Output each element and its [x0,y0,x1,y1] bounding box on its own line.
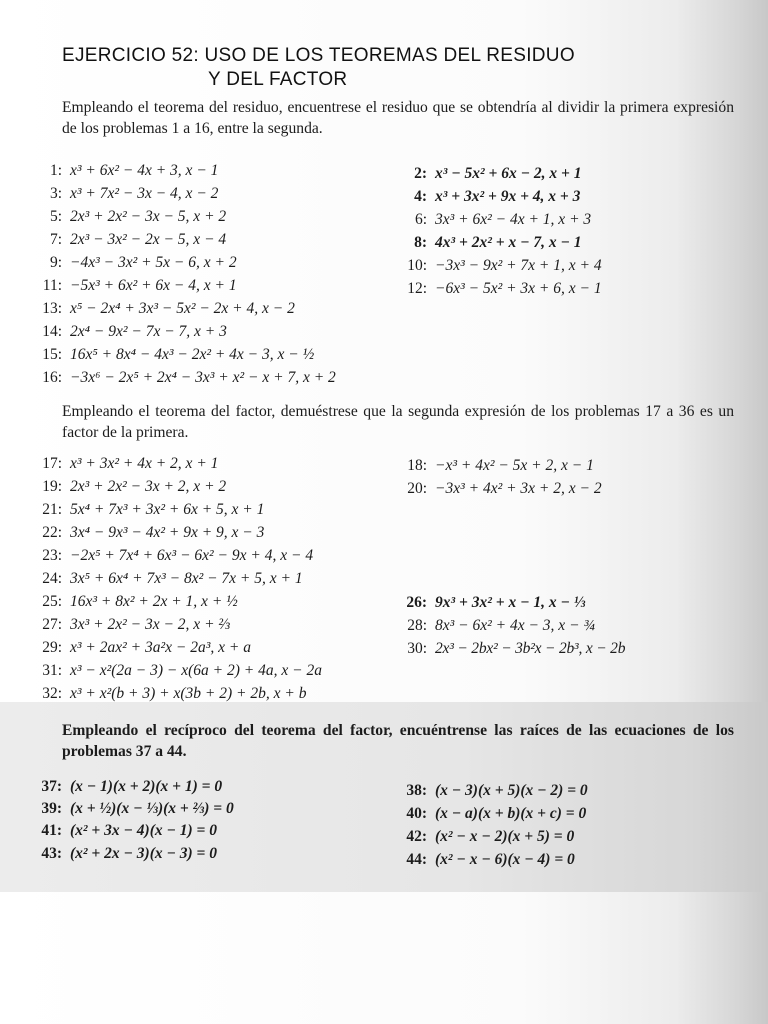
problem-number: 15: [42,346,62,363]
problem-2 [395,163,582,185]
problem-expression: (x − 3)(x + 5)(x − 2) = 0 [435,782,588,799]
problem-expression: −3x³ + 4x² + 3x + 2, x − 2 [435,480,602,497]
problem-number: 24: [42,570,62,587]
problem-number: 6: [414,211,427,228]
exercise-title [62,44,742,92]
problem-expression: 2x³ + 2x² − 3x + 2, x + 2 [70,478,227,495]
problem-number: 22: [42,524,62,541]
problem-expression: −x³ + 4x² − 5x + 2, x − 1 [435,457,594,474]
instruction-factor-theorem: Empleando el teorema del factor, demuéstrese que la segunda expresión de los problemas 17 a 36 es un factor de la primera. [62,403,734,441]
problem-24 [30,568,303,590]
problem-3 [30,183,218,205]
problem-5 [30,206,226,228]
problem-expression: −3x⁶ − 2x⁵ + 2x⁴ − 3x³ + x² − x + 7, x + 2 [70,369,336,386]
instruction-factor-theorem-converse: Empleando el recíproco del teorema del factor, encuéntrense las raíces de las ecuaciones de los problemas 37 a 44. [62,722,734,760]
problem-expression: (x² − x − 2)(x + 5) = 0 [435,828,575,845]
problem-expression: 5x⁴ + 7x³ + 3x² + 6x + 5, x + 1 [70,501,265,518]
problem-expression: 2x⁴ − 9x² − 7x − 7, x + 3 [70,323,227,340]
problem-number: 9: [49,254,62,271]
problem-expression: 16x⁵ + 8x⁴ − 4x³ − 2x² + 4x − 3, x − ½ [70,346,315,363]
problem-expression: 3x³ + 2x² − 3x − 2, x + ⅔ [70,616,231,633]
problem-expression: 3x³ + 6x² − 4x + 1, x + 3 [435,211,592,228]
exercise-title-line-1: EJERCICIO 52: USO DE LOS TEOREMAS DEL RESIDUO [62,45,575,66]
problem-18 [395,455,594,477]
problem-12 [395,278,602,300]
problem-19 [30,476,226,498]
problem-number: 21: [42,501,62,518]
problem-expression: 3x⁴ − 9x³ − 4x² + 9x + 9, x − 3 [70,524,265,541]
problem-8 [395,232,582,254]
problem-28 [395,615,595,637]
problem-number: 43: [41,845,62,862]
problem-number: 38: [406,782,427,799]
problem-expression: (x − a)(x + b)(x + c) = 0 [435,805,587,822]
problem-expression: (x² + 3x − 4)(x − 1) = 0 [70,822,217,839]
problem-41 [30,820,217,842]
problem-32 [30,683,306,705]
problem-21 [30,499,264,521]
problem-number: 37: [41,778,62,795]
instruction-remainder-theorem: Empleando el teorema del residuo, encuentrese el residuo que se obtendría al dividir la primera expresión de los problemas 1 a 16, entre la segunda. [62,99,734,137]
problem-number: 1: [49,162,62,179]
problem-number: 17: [42,455,62,472]
problem-4 [395,186,580,208]
problem-expression: (x² + 2x − 3)(x − 3) = 0 [70,845,217,862]
problem-38 [395,780,588,802]
problem-expression: 3x⁵ + 6x⁴ + 7x³ − 8x² − 7x + 5, x + 1 [70,570,303,587]
problem-number: 11: [42,277,62,294]
problem-14 [30,321,227,343]
problem-expression: x³ + 3x² + 9x + 4, x + 3 [435,188,581,205]
problem-number: 18: [407,457,427,474]
problem-expression: (x + ½)(x − ⅓)(x + ⅔) = 0 [70,800,234,817]
problem-number: 5: [49,208,62,225]
problem-16 [30,367,336,389]
problem-number: 12: [407,280,427,297]
problem-number: 2: [414,165,427,182]
problem-number: 23: [42,547,62,564]
problem-expression: (x − 1)(x + 2)(x + 1) = 0 [70,778,223,795]
problem-number: 14: [42,323,62,340]
problem-number: 25: [42,593,62,610]
problem-9 [30,252,237,274]
problem-37 [30,776,222,798]
problem-expression: x³ + 3x² + 4x + 2, x + 1 [70,455,219,472]
problem-expression: x³ + 6x² − 4x + 3, x − 1 [70,162,219,179]
problem-31 [30,660,322,682]
problem-number: 32: [42,685,62,702]
problem-number: 41: [41,822,62,839]
problem-number: 29: [42,639,62,656]
exercise-title-line-2: Y DEL FACTOR [208,69,348,90]
problem-expression: 16x³ + 8x² + 2x + 1, x + ½ [70,593,238,610]
problem-number: 13: [42,300,62,317]
problem-number: 16: [42,369,62,386]
problem-39 [30,798,234,820]
problem-40 [395,803,586,825]
problem-expression: 2x³ − 3x² − 2x − 5, x − 4 [70,231,227,248]
problem-25 [30,591,238,613]
problem-number: 39: [41,800,62,817]
problem-17 [30,453,218,475]
problem-30 [395,638,625,660]
problem-number: 28: [407,617,427,634]
problem-23 [30,545,313,567]
problem-number: 4: [414,188,427,205]
problem-number: 20: [407,480,427,497]
problem-expression: x³ + 7x² − 3x − 4, x − 2 [70,185,219,202]
problem-44 [395,849,575,871]
problem-expression: x³ − x²(2a − 3) − x(6a + 2) + 4a, x − 2a [70,662,322,679]
problem-expression: −6x³ − 5x² + 3x + 6, x − 1 [435,280,602,297]
problem-number: 3: [49,185,62,202]
problem-number: 27: [42,616,62,633]
problem-expression: 9x³ + 3x² + x − 1, x − ⅓ [435,594,586,611]
problem-42 [395,826,574,848]
problem-1 [30,160,218,182]
problem-expression: −5x³ + 6x² + 6x − 4, x + 1 [70,277,237,294]
problem-26 [395,592,585,614]
problem-number: 42: [406,828,427,845]
problem-expression: −4x³ − 3x² + 5x − 6, x + 2 [70,254,237,271]
problem-27 [30,614,230,636]
problem-expression: (x² − x − 6)(x − 4) = 0 [435,851,575,868]
problem-number: 40: [406,805,427,822]
problem-expression: −3x³ − 9x² + 7x + 1, x + 4 [435,257,602,274]
problem-expression: x⁵ − 2x⁴ + 3x³ − 5x² − 2x + 4, x − 2 [70,300,295,317]
problem-expression: 2x³ + 2x² − 3x − 5, x + 2 [70,208,227,225]
problem-11 [30,275,237,297]
problem-number: 30: [407,640,427,657]
problem-expression: 8x³ − 6x² + 4x − 3, x − ¾ [435,617,596,634]
problem-expression: x³ + x²(b + 3) + x(3b + 2) + 2b, x + b [70,685,307,702]
problem-expression: −2x⁵ + 7x⁴ + 6x³ − 6x² − 9x + 4, x − 4 [70,547,314,564]
problem-number: 10: [407,257,427,274]
problem-number: 44: [406,851,427,868]
problem-20 [395,478,602,500]
problem-15 [30,344,314,366]
problem-number: 31: [42,662,62,679]
problem-43 [30,843,217,865]
problem-expression: 4x³ + 2x² + x − 7, x − 1 [435,234,582,251]
problem-13 [30,298,295,320]
problem-expression: x³ + 2ax² + 3a²x − 2a³, x + a [70,639,251,656]
problem-number: 19: [42,478,62,495]
problem-number: 8: [414,234,427,251]
problem-expression: 2x³ − 2bx² − 3b²x − 2b³, x − 2b [435,640,626,657]
problem-expression: x³ − 5x² + 6x − 2, x + 1 [435,165,582,182]
problem-10 [395,255,602,277]
problem-number: 26: [406,594,427,611]
problem-22 [30,522,264,544]
problem-6 [395,209,591,231]
problem-29 [30,637,251,659]
problem-7 [30,229,226,251]
problem-number: 7: [49,231,62,248]
